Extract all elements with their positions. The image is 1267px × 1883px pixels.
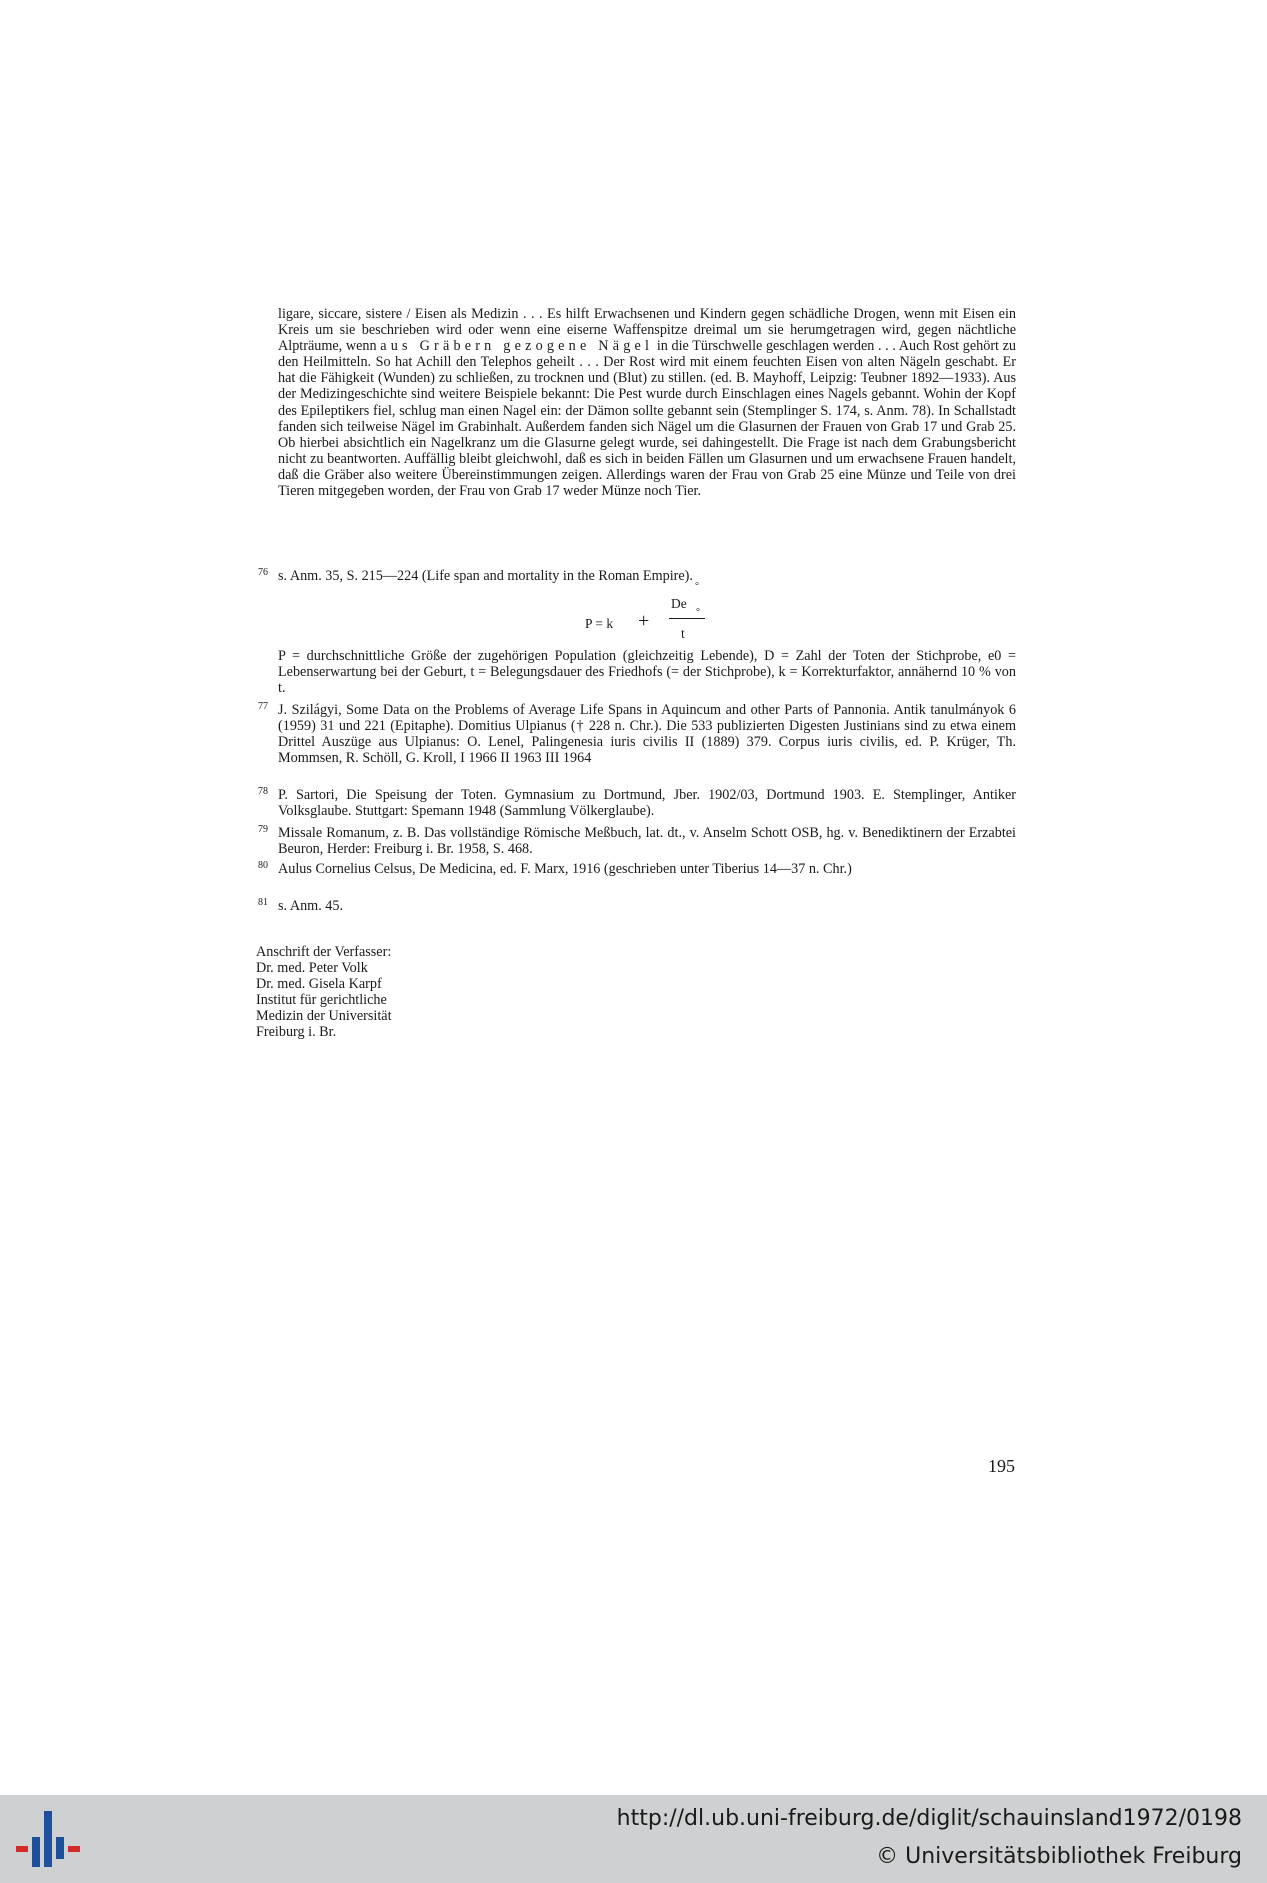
address-line: Dr. med. Peter Volk xyxy=(256,960,368,977)
address-line: Freiburg i. Br. xyxy=(256,1024,337,1041)
page-number: 195 xyxy=(988,1456,1015,1476)
fraction-bar xyxy=(669,618,705,619)
footnote-text: Missale Romanum, z. B. Das vollständige Römische Meßbuch, lat. dt., v. Anselm Schott OSB, hg. v. Benediktinern der Erzabtei Beuron, Herder: Freiburg i. Br. 1958, S. 468. xyxy=(278,825,1016,858)
footnote-text: s. Anm. 35, S. 215—224 (Life span and mortality in the Roman Empire). xyxy=(278,568,693,584)
address-line: Medizin der Universität xyxy=(256,1008,392,1025)
logo-bar-right xyxy=(56,1837,64,1859)
footnote-number: 77 xyxy=(258,701,268,712)
author-address xyxy=(256,944,392,1041)
footnote-number: 80 xyxy=(258,860,268,871)
spaced-phrase: aus Gräbern gezogene Nägel xyxy=(380,338,654,355)
population-formula xyxy=(585,581,715,646)
logo-bar-left xyxy=(32,1837,40,1867)
formula-explanation-text: P = durchschnittliche Größe der zugehörigen Population (gleichzeitig Lebende), D = Zahl der Toten der Stichprobe, e0 = Lebenserwartung bei der Geburt, t = Belegungsdauer des Friedhofs (= der Stichprobe), k = Korrekturfaktor, annähernd 10 % von t. xyxy=(278,648,1016,697)
library-footer xyxy=(0,1795,1267,1883)
footnote-80 xyxy=(258,861,1016,877)
formula-plus: + xyxy=(638,610,650,632)
address-line: Dr. med. Gisela Karpf xyxy=(256,976,382,993)
body-paragraph xyxy=(278,306,1016,499)
footnote-78 xyxy=(258,787,1016,819)
footnote-text: Aulus Cornelius Celsus, De Medicina, ed. F. Marx, 1916 (geschrieben unter Tiberius 14—37 n. Chr.) xyxy=(278,861,852,877)
address-heading: Anschrift der Verfasser: xyxy=(256,944,392,960)
footnote-76 xyxy=(258,568,1016,584)
footnote-text: P. Sartori, Die Speisung der Toten. Gymnasium zu Dortmund, Jber. 1902/03, Dortmund 1903. E. Stemplinger, Antiker Volksglaube. Stuttgart: Spemann 1948 (Sammlung Völkerglaube). xyxy=(278,787,1016,820)
footnote-79 xyxy=(258,825,1016,857)
library-logo-icon xyxy=(14,1805,80,1873)
footnote-number: 79 xyxy=(258,824,268,835)
formula-explanation xyxy=(258,648,1016,696)
logo-dash-left xyxy=(16,1846,28,1852)
digital-library-link[interactable]: http://dl.ub.uni-freiburg.de/diglit/schauinsland1972/0198 xyxy=(616,1806,1242,1831)
footnote-77 xyxy=(258,702,1016,766)
footnote-number: 78 xyxy=(258,786,268,797)
footnote-81 xyxy=(258,898,1016,914)
formula-circle-mark: ° xyxy=(695,581,699,592)
footnote-number: 81 xyxy=(258,897,268,908)
copyright-notice: © Universitätsbibliothek Freiburg xyxy=(876,1844,1242,1869)
footnote-number: 76 xyxy=(258,567,268,578)
body-text-b: in die Türschwelle geschlagen werden . . . Auch Rost gehört zu den Heilmitteln. So hat Achill den Telephos geheilt . . . Der Rost wird mit einem feuchten Eisen von alten Nägeln geschabt. Er hat die Fähigkeit (Wunden) zu schließen, zu trocknen und (Blut) zu stillen. (ed. B. Mayhoff, Leipzig: Teubner 1892—1933). Aus der Medizingeschichte sind weitere Beispiele bekannt: Die Pest wurde durch Einschlagen eines Nagels gebannt. Wohin der Kopf des Epileptikers fiel, schlug man einen Nagel ein: der Dämon sollte gebannt sein (Stemplinger S. 174, s. Anm. 78). In Schallstadt fanden sich teilweise Nägel im Grabinhalt. Außerdem fanden sich Nägel um die Glasurnen der Frauen von Grab 17 und Grab 25. Ob hierbei absichtlich ein Nagelkranz um die Glasurne gelegt wurde, sei dahingestellt. Die Frage ist nach dem Grabungsbericht nicht zu beantworten. Auffällig bleibt gleichwohl, daß es sich in beiden Fällen um Glasurnen und um erwachsene Frauen handelt, daß die Gräber also weitere Übereinstimmungen zeigen. Allerdings waren der Frau von Grab 25 eine Münze und Teile von drei Tieren mitgegeben worden, der Frau von Grab 17 weder Münze noch Tier. xyxy=(278,338,1017,500)
formula-circle-mark-lower: ° xyxy=(696,607,700,618)
body-text-a: ligare, siccare, sistere / Eisen als Medizin . . . Es hilft Erwachsenen und Kindern gegen schädliche Drogen, wenn mit Eisen ein Kreis um sie beschrieben wird oder wenn eine eiserne Waffenspitze dreimal um sie herumgetragen wird, gegen nächtliche Alpträume, wenn xyxy=(278,306,1016,355)
address-line: Institut für gerichtliche xyxy=(256,992,387,1009)
logo-bar-center xyxy=(44,1811,52,1867)
footnote-text: s. Anm. 45. xyxy=(278,898,344,914)
formula-denominator: t xyxy=(681,626,685,641)
footnote-text: J. Szilágyi, Some Data on the Problems of Average Life Spans in Aquincum and other Parts of Pannonia. Antik tanulmányok 6 (1959) 31 und 221 (Epitaphe). Domitius Ulpianus († 228 n. Chr.). Die 533 publizierten Digesten Justinians sind zu etwa einem Drittel Auszüge aus Ulpianus: O. Lenel, Palingenesia iuris civilis II (1889) 379. Corpus iuris civilis, ed. P. Krüger, Th. Mommsen, R. Schöll, G. Kroll, I 1966 II 1963 III 1964 xyxy=(278,702,1016,767)
formula-lhs: P = k xyxy=(585,616,614,631)
logo-dash-right xyxy=(68,1846,80,1852)
formula-numerator: De xyxy=(671,596,687,611)
